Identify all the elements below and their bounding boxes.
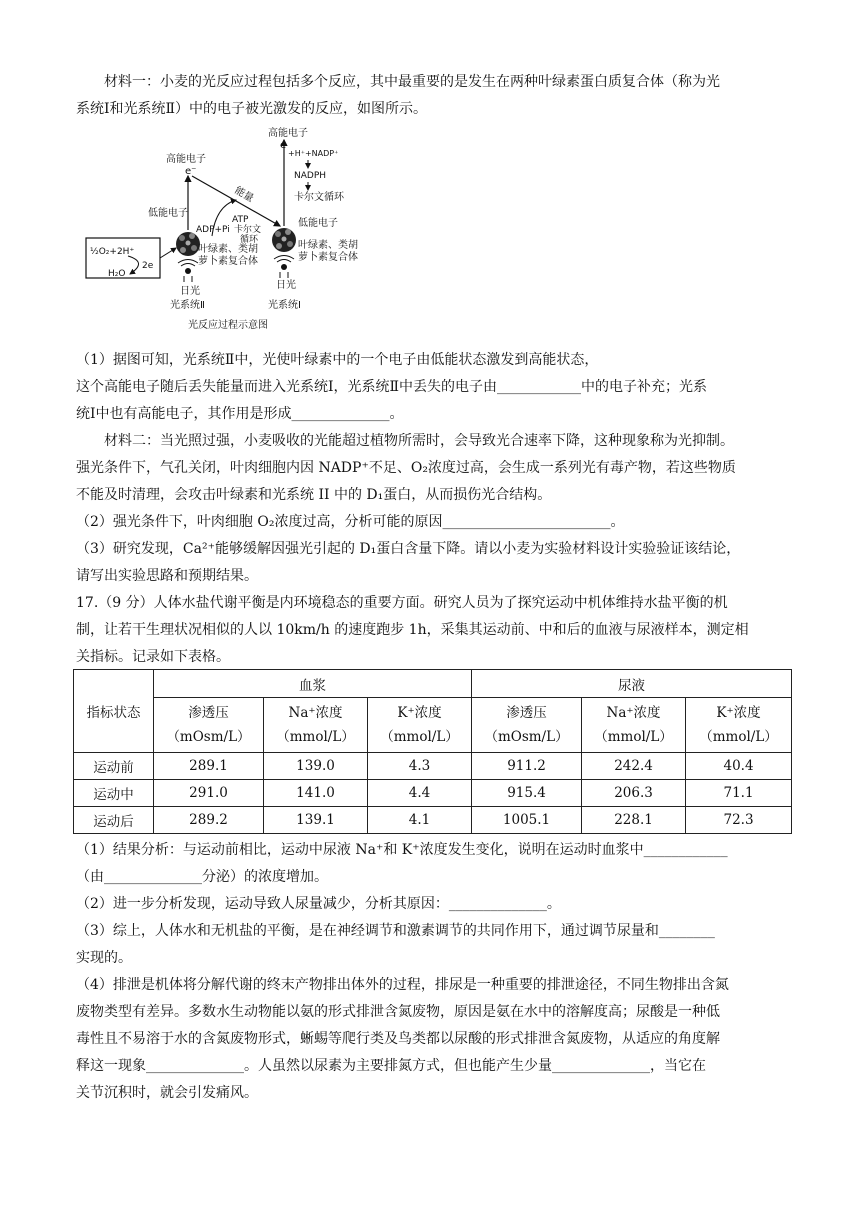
col-header-plasma-k: K⁺浓度 （mmol/L） [368,698,472,753]
sun-icon-ps2 [178,260,198,283]
ps1-label: 光系统Ⅰ [268,300,301,311]
ps1-high-energy-label: 高能电子 [268,128,308,139]
light-reaction-diagram [84,126,384,336]
q1-line3: 统Ⅰ中也有高能电子，其作用是形成______________。 [76,406,404,422]
q1-line1: （1）据图可知，光系统Ⅱ中，光使叶绿素中的一个电子由低能状态激发到高能状态， [76,352,599,368]
material2-line2: 强光条件下，气孔关闭，叶肉细胞内因 NADP⁺不足、O₂浓度过高，会生成一系列光有毒产物，若这些物质 [76,460,736,476]
col-header-urine-osm: 渗透压 （mOsm/L） [472,698,582,753]
calvin-mid-label-1: 卡尔文 [234,225,262,235]
table-row: 运动后 289.2 139.1 4.1 1005.1 228.1 72.3 [74,807,792,834]
material2-line1: 材料二：当光照过强，小麦吸收的光能超过植物所需时，会导致光合速率下降，这种现象称为光抑制。 [104,433,734,449]
q1-line2: 这个高能电子随后丢失能量而进入光系统Ⅰ，光系统Ⅱ中丢失的电子由____________中的电子补充；光系 [76,379,708,395]
col-header-plasma-na: Na⁺浓度 （mmol/L） [264,698,368,753]
atp-label: ATP [232,215,249,225]
energy-label: 能量 [232,185,256,205]
q3-line1: （3）研究发现，Ca²⁺能够缓解因强光引起的 D₁蛋白含量下降。请以小麦为实验材料设计实验验证该结论， [76,541,741,557]
table-corner: 指标状态 [74,670,154,753]
nadph-label: NADPH [294,171,327,181]
adp-label: ADP+Pi [196,225,230,235]
a4-line2: 废物类型有差异。多数水生动物能以氨的形式排泄含氮废物，原因是氨在水中的溶解度高；尿酸是一种低 [76,1004,720,1020]
complex2-label-1: 叶绿素、类胡 [198,244,258,255]
a4-line3: 毒性且不易溶于水的含氮废物形式，蜥蜴等爬行类及鸟类都以尿酸的形式排泄含氮废物，从适应的角度解 [76,1031,720,1047]
a4-line5: 关节沉积时，就会引发痛风。 [76,1085,258,1101]
a3-line1: （3）综上，人体水和无机盐的平衡，是在神经调节和激素调节的共同作用下，通过调节尿量和________ [76,923,715,939]
sun-icon-ps1 [274,256,294,279]
ps2-high-energy-label: 高能电子 [166,154,206,165]
low-energy-left-label: 低能电子 [148,208,188,219]
p17-line3: 关指标。记录如下表格。 [76,649,230,665]
table-row: 运动前 289.1 139.0 4.3 911.2 242.4 40.4 [74,753,792,780]
a3-line2: 实现的。 [76,950,132,966]
p17-line2: 制，让若干生理状况相似的人以 10km/h 的速度跑步 1h，采集其运动前、中和后的血液与尿液样本，测定相 [76,622,749,638]
ps1-chlorophyll-cluster-icon [272,228,296,252]
q2-line: （2）强光条件下，叶肉细胞 O₂浓度过高，分析可能的原因________________________。 [76,514,625,530]
group-urine: 尿液 [472,670,792,698]
low-energy-right-label: 低能电子 [298,218,338,229]
a1-line1: （1）结果分析：与运动前相比，运动中尿液 Na⁺和 K⁺浓度发生变化，说明在运动时血浆中____________ [76,842,728,858]
calvin-top-label: 卡尔文循环 [294,192,344,203]
a4-line1: （4）排泄是机体将分解代谢的终末产物排出体外的过程，排尿是一种重要的排泄途径，不同生物排出含氮 [76,977,729,993]
a2-line: （2）进一步分析发现，运动导致人尿量减少，分析其原因：______________。 [76,896,561,912]
col-header-urine-na: Na⁺浓度 （mmol/L） [582,698,686,753]
p17-line1: 17.（9 分）人体水盐代谢平衡是内环境稳态的重要方面。研究人员为了探究运动中机体维持水盐平衡的机 [76,595,728,611]
material1-line2: 系统Ⅰ和光系统Ⅱ）中的电子被光激发的反应，如图所示。 [76,101,428,117]
material2-line3: 不能及时清理，会攻击叶绿素和光系统 II 中的 D₁蛋白，从而损伤光合结构。 [76,487,552,503]
q3-line2: 请写出实验思路和预期结果。 [76,568,258,584]
water-2e-label: 2e [142,261,154,271]
group-plasma: 血浆 [154,670,472,698]
complex1-label-1: 叶绿素、类胡 [298,240,358,251]
material1-line1: 材料一：小麦的光反应过程包括多个反应，其中最重要的是发生在两种叶绿素蛋白质复合体（称为光 [104,74,720,90]
col-header-urine-k: K⁺浓度 （mmol/L） [686,698,792,753]
a1-line2: （由______________分泌）的浓度增加。 [76,869,328,885]
ps2-electron-label: e⁻ [185,166,197,177]
ps2-label: 光系统Ⅱ [170,300,205,311]
water-h2o-label: H₂O [108,269,126,279]
water-o2-label: ½O₂+2H⁺ [90,247,135,257]
complex1-label-2: 萝卜素复合体 [298,252,358,263]
sun-label-ps1: 日光 [276,280,296,291]
sun-label-ps2: 日光 [180,286,200,297]
diagram-caption: 光反应过程示意图 [188,320,268,331]
a4-line4: 释这一现象______________。人虽然以尿素为主要排氮方式，但也能产生少量______________，当它在 [76,1058,706,1074]
calvin-mid-label-2: 循环 [240,235,259,245]
ps2-chlorophyll-cluster-icon [176,232,200,256]
table-row: 运动中 291.0 141.0 4.4 915.4 206.3 71.1 [74,780,792,807]
ps1-electron-label: e [280,140,287,151]
water-salt-table [73,669,792,834]
complex2-label-2: 萝卜素复合体 [198,256,258,267]
col-header-plasma-osm: 渗透压 （mOsm/L） [154,698,264,753]
h-nadp-label: +H⁺+NADP⁺ [288,149,339,158]
